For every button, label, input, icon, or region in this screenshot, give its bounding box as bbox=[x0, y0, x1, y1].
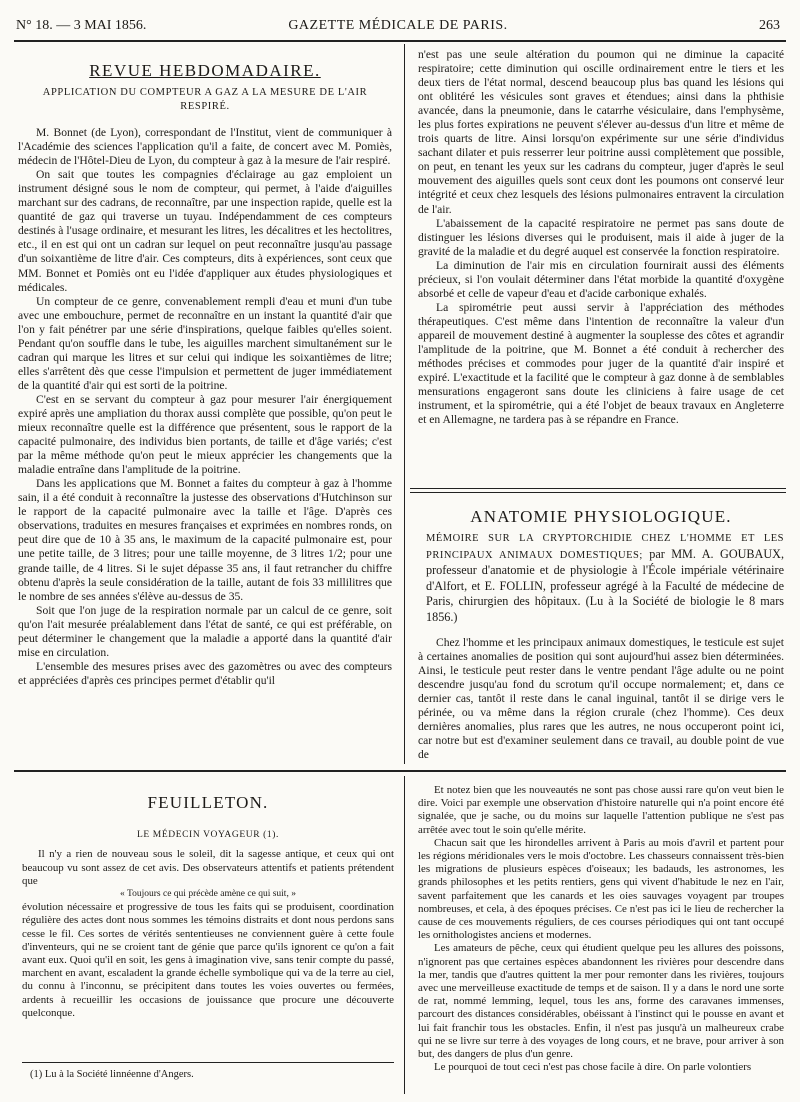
article-title-compteur: APPLICATION DU COMPTEUR A GAZ A LA MESURE DE L'AIR RESPIRÉ. bbox=[42, 87, 368, 113]
memoir-title bbox=[418, 530, 784, 626]
footnote: (1) Lu à la Société linnéenne d'Angers. bbox=[30, 1069, 194, 1080]
paragraph: Un compteur de ce genre, convenablement rempli d'eau et muni d'un tube avec une embouchure, permet de reconnaître en un instant la quantité d'air que l'on y fait pénétrer par une série d'inspirations, quelque faibles qu'elles soient. Pendant qu'on souffle dans le tube, les aiguilles marchent simultanément sur le cadran qui marque les litres et sur celui qui indique les soixantièmes de litre; elles s'arrêtent dès que cesse l'impulsion et permettent de juger immédiatement de la quantité d'air qui est sorti de la poitrine. bbox=[18, 294, 392, 392]
paragraph: Chez l'homme et les principaux animaux domestiques, le testicule est sujet à certaines anomalies de position qui sont aujourd'hui assez bien déterminées. Ainsi, le testicule peut rester dans le ventre pendant l'âge adulte ou ne point descendre jusqu'au fond du scrotum qu'il occupe normalement; et, dans ce dernier cas, tantôt il reste dans le canal inguinal, tantôt il se dirige vers le périnée, ou va même dans la région crurale (chez l'homme). Ces deux dernières anomalies, plus rares que les autres, ne nous occuperont point ici, car notre but est d'examiner seulement dans ce travail, au double point de vue de bbox=[418, 635, 784, 761]
paragraph: La diminution de l'air mis en circulation fournirait aussi des éléments précieux, si l'on voulait déterminer dans l'état morbide la quantité d'oxygène absorbé et celle de vapeur d'eau et d'acide carbonique exhalés. bbox=[418, 258, 784, 300]
paragraph: évolution nécessaire et progressive de tous les faits qui se produisent, coordination régulière des actes dont nous sommes les témoins distraits et dont nous perdons sans cesse le fil. Ces sortes de vérités sententieuses ne conviennent guère à cette foule d'inventeurs, qui ne se croient tant de génie que parce qu'ils ignorent ce qu'on a fait avant eux. Quoi qu'il en soit, les gens à imagination vive, sans tenir compte du passé, marchent en avant, escaladent la grande échelle symbolique qui va de la terre au ciel, du connu à l'inconnu, se précipitent dans toutes les voies ouvertes ou fermées, ardents à recueillir les occasions de jouissance que procure une découverte quelconque. bbox=[22, 901, 394, 1019]
quotation: « Toujours ce qui précède amène ce qui suit, » bbox=[120, 889, 296, 900]
section-rule bbox=[410, 492, 786, 493]
footnote-area bbox=[30, 1068, 390, 1081]
paragraph: Il n'y a rien de nouveau sous le soleil, dit la sagesse antique, et ceux qui ont beaucoup vu sont assez de cet avis. Des observateurs attentifs et patients prétendent que bbox=[22, 848, 394, 887]
feuilleton-subheading: LE MÉDECIN VOYAGEUR (1). bbox=[137, 830, 279, 841]
paragraph: Et notez bien que les nouveautés ne sont pas chose aussi rare qu'on veut bien le dire. Voici par exemple une observation d'histoire naturelle qui n'a point encore été signalée, que je sache, ou du moins sur laquelle l'attention publique ne s'est pas arrêtée avec tout le soin qu'elle mérite. bbox=[418, 784, 784, 836]
paragraph: n'est pas une seule altération du poumon qui ne diminue la capacité respiratoire; cette diminution qui oscille ordinairement entre le tiers et les deux tiers de l'état normal, descend beaucoup plus bas quand les lésions qui ont oblitéré les vésicules sont graves et étendues; ainsi dans la phthisie avancée, dans la pneumonie, dans le catarrhe vésiculaire, dans l'emphysème, les plus fortes expirations ne peuvent s'élever au-dessus d'un litre et même de trois quarts de litre. Ainsi lorsqu'on expérimente sur une série d'individus sachant dilater et puis resserrer leur poitrine aussi complètement que possible, on peut, en tenant les yeux sur les cadrans du compteur, juger d'après le seul mouvement des aiguilles quels sont ceux dont les poumons ont conservé leur intégrité et ceux chez lesquels des lésions pulmonaires entravent la circulation de l'air. bbox=[418, 48, 784, 216]
anatomie-section bbox=[418, 504, 784, 762]
header-rule bbox=[14, 40, 786, 42]
section-heading-revue: REVUE HEBDOMADAIRE. bbox=[89, 61, 321, 80]
feuilleton-rule bbox=[14, 770, 786, 772]
feuilleton-right bbox=[418, 784, 784, 1074]
memoir-authors: par MM. A. GOUBAUX, professeur d'anatomie et de physiologie à l'École impériale vétérinaire d'Alfort, et E. FOLLIN, professeur agrégé à la Faculté de médecine de Paris, chirurgien des hôpitaux. (Lu à la Société de biologie le 8 mars 1856.) bbox=[426, 546, 784, 625]
column-divider bbox=[404, 44, 405, 764]
paragraph: On sait que toutes les compagnies d'éclairage au gaz emploient un instrument désigné sous le nom de compteur, qui permet, à l'aide d'aiguilles marchant sur des cadrans, de reconnaître, par une inspection rapide, quelle est la quantité de gaz qui traverse un tuyau. Indépendamment de ces compteurs destinés à l'usage ordinaire, et mesurant les litres, les décalitres et les hectolitres, etc., il en est qui ont un cadran sur lequel on peut reconnaître jusqu'au passage d'un soixantième de litre d'air. Ces compteurs, dits à expériences, sont ceux que MM. Bonnet et Pomiès ont eu l'idée d'appliquer aux études physiologiques et médicales. bbox=[18, 168, 392, 294]
paragraph: La spirométrie peut aussi servir à l'appréciation des méthodes thérapeutiques. C'est même dans l'intention de reconnaître la valeur d'un appareil de mouvement destiné à augmenter la souplesse des côtes et agrandir l'amplitude de la poitrine, que M. Bonnet a été conduit à rechercher des méthodes précises et commodes pour juger de la quantité d'air inspiré et expiré. L'exactitude et la facilité que le compteur à gaz donne à de semblables mensurations engageront sans doute les cliniciens à faire usage de cet instrument, et la spirométrie, qui a été l'objet de beaux travaux en Angleterre et en Allemagne, ne tardera pas à se répandre en France. bbox=[418, 300, 784, 427]
issue-number: N° 18. — 3 MAI 1856. bbox=[16, 18, 147, 33]
section-rule bbox=[410, 488, 786, 489]
paragraph: Les amateurs de pêche, ceux qui étudient quelque peu les allures des poissons, n'ignorent pas que certaines espèces abandonnent les rivières pour descendre dans la mer, tandis que d'autres quittent la mer pour remonter dans les rivières, toujours avec une merveilleuse exactitude de temps et de saison. Il y a dans le nord une sorte de rat, nommé lemming, lequel, tous les ans, forme des caravanes immenses, parcourt des distances considérables, obéissant à l'instinct qui le pousse en avant et lui fait franchir tous les obstacles. Enfin, il n'est pas jusqu'à un malheureux crabe qui ne se livre sur terre à des voyages de long cours, et ne brave, pour arriver à son but, des dangers de plus d'un genre. bbox=[418, 942, 784, 1061]
paragraph: M. Bonnet (de Lyon), correspondant de l'Institut, vient de communiquer à l'Académie des sciences l'application qu'il a faite, de concert avec M. Pomiès, médecin de l'Hôtel-Dieu de Lyon, du compteur à gaz à la mesure de l'air respiré. bbox=[18, 126, 392, 168]
paragraph: Chacun sait que les hirondelles arrivent à Paris au mois d'avril et partent pour les régions méridionales vers le mois d'octobre. Les chasseurs connaissent très-bien les migrations de plusieurs espèces d'oiseaux; les badauds, les astronomes, les grands philosophes et les petits rentiers, gens qui vivent d'habitude le nez en l'air, savent parfaitement que les canards et les oies sauvages voyagent par troupes nombreuses, et cela, à des époques précises. Ce n'est pas ici le lieu de rechercher la cause de ces mouvements réguliers, de ces courses périodiques qui ont tant occupé les ornithologistes anciens et modernes. bbox=[418, 836, 784, 942]
paragraph: Le pourquoi de tout ceci n'est pas chose facile à dire. On parle volontiers bbox=[434, 1061, 752, 1074]
paragraph: C'est en se servant du compteur à gaz pour mesurer l'air énergiquement expiré après une ampliation du thorax aussi complète que possible, qu'on peut le mieux reconnaître quelle est la différence que présentent, sous le rapport de la capacité pulmonaire, des individus bien portants, de taille et d'âge variés; c'est par la même méthode qu'on peut le mieux apprécier les changements que la maladie entraîne dans l'amplitude de la poitrine. bbox=[18, 392, 392, 477]
paragraph: L'abaissement de la capacité respiratoire ne permet pas sans doute de distinguer les lésions diverses qui le produisent, mais il aide à juger de la gravité de la maladie et du degré auquel est conservée la fonction respiratoire. bbox=[418, 216, 784, 258]
feuilleton-heading: FEUILLETON. bbox=[147, 793, 269, 812]
feuilleton-column-divider bbox=[404, 776, 405, 1094]
feuilleton-left bbox=[22, 778, 394, 1020]
left-column bbox=[18, 56, 392, 688]
memoir-title-caps: MÉMOIRE SUR LA CRYPTORCHIDIE CHEZ L'HOMME ET LES PRINCIPAUX ANIMAUX DOMESTIQUES; bbox=[426, 533, 784, 561]
journal-title: GAZETTE MÉDICALE DE PARIS. bbox=[288, 18, 508, 33]
page-number: 263 bbox=[759, 18, 780, 33]
right-column bbox=[418, 48, 784, 427]
footnote-rule bbox=[22, 1062, 394, 1063]
paragraph: Dans les applications que M. Bonnet a faites du compteur à gaz à l'homme sain, il a été conduit à reconnaître la justesse des observations d'Hutchinson sur le rapport de la capacité pulmonaire avec la taille et l'âge. D'après ces observations, traduites en mesures françaises et exprimées en nombres ronds, on peut dire que de 10 à 35 ans, le maximum de la capacité pulmonaire est, pour une petite taille, de 3 litres; pour une taille moyenne, de 3 litres 1/2; pour une grande taille, de 4 litres. Si le sujet dépasse 35 ans, il faut retrancher du chiffre obtenu d'après la seule considération de la taille, autant de fois 33 millilitres que le nombre de ses années s'élève au-dessus de 35. bbox=[18, 477, 392, 603]
paragraph: Soit que l'on juge de la respiration normale par un calcul de ce genre, soit qu'on l'ait mesurée préalablement dans l'état de santé, ce qui est préférable, on peut déterminer le changement que la maladie a apporté dans la quantité d'air mise en circulation. bbox=[18, 603, 392, 659]
paragraph: L'ensemble des mesures prises avec des gazomètres ou avec des compteurs et appréciées d'après ces principes permet d'établir qu'il bbox=[18, 659, 392, 687]
section-heading-anatomie: ANATOMIE PHYSIOLOGIQUE. bbox=[470, 507, 732, 526]
page-header bbox=[16, 18, 780, 40]
